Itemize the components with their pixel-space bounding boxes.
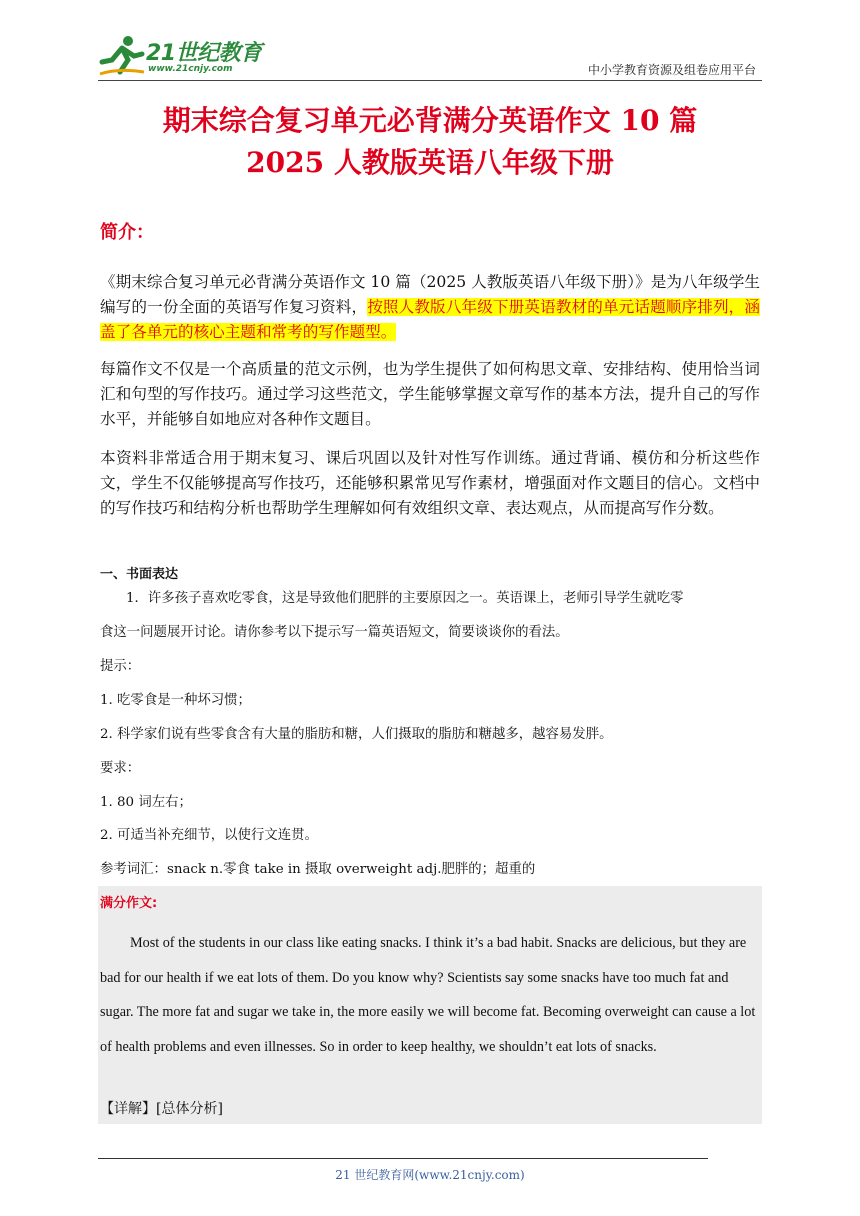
intro-paragraph-1 xyxy=(100,270,760,345)
question-line-1: 1．许多孩子喜欢吃零食，这是导致他们肥胖的主要原因之一。英语课上，老师引导学生就吃零 xyxy=(126,591,684,606)
hint-item-2: 2. 科学家们说有些零食含有大量的脂肪和糖，人们摄取的脂肪和糖越多，越容易发胖。 xyxy=(100,727,613,742)
logo-url: www.21cnjy.com xyxy=(148,64,233,74)
requirement-label: 要求： xyxy=(100,761,141,776)
model-essay-text: Most of the students in our class like eating snacks. I think it’s a bad habit. Snacks are delicious, but they are bad for our health if we eat lots of them. Do you know why? Scientists say some snacks have too much fat and sugar. The more fat and sugar we take in, the more easily we will become fat. Becoming overweight can cause a lot of health problems and even illnesses. So in order to keep healthy, we shouldn’t eat lots of snacks. xyxy=(100,935,756,1055)
footer-text: 21 世纪教育网(www.21cnjy.com) xyxy=(335,1168,525,1182)
title-line-2: 2025 人教版英语八年级下册 xyxy=(246,146,614,179)
page-title xyxy=(0,100,860,184)
hint-item-1: 1. 吃零食是一种坏习惯； xyxy=(100,693,251,708)
platform-name: 中小学教育资源及组卷应用平台 xyxy=(587,63,756,77)
intro-heading: 简介： xyxy=(100,222,154,243)
section-heading: 一、书面表达 xyxy=(100,567,179,582)
intro-paragraph-2: 每篇作文不仅是一个高质量的范文示例，也为学生提供了如何构思文章、安排结构、使用恰当词汇和句型的写作技巧。通过学习这些范文，学生能够掌握文章写作的基本方法，提升自己的写作水平，并能够自如地应对各种作文题目。 xyxy=(100,360,760,428)
logo xyxy=(98,34,268,80)
intro-p1-text: 《期末综合复习单元必背满分英语作文 10 篇（2025 人教版英语八年级下册）》是为八年级学生编写的一份全面的英语写作复习资料， xyxy=(100,273,760,316)
title-line-1: 期末综合复习单元必背满分英语作文 10 篇 xyxy=(162,104,698,137)
requirement-item-1: 1. 80 词左右； xyxy=(100,795,192,810)
question-line-2: 食这一问题展开讨论。请你参考以下提示写一篇英语短文，简要谈谈你的看法。 xyxy=(100,625,569,640)
intro-paragraph-3: 本资料非常适合用于期末复习、课后巩固以及针对性写作训练。通过背诵、模仿和分析这些作文，学生不仅能够提高写作技巧，还能够积累常见写作素材，增强面对作文题目的信心。文档中的写作技巧和结构分析也帮助学生理解如何有效组织文章、表达观点，从而提高写作分数。 xyxy=(100,449,760,517)
footer-divider xyxy=(98,1158,708,1159)
hint-label: 提示： xyxy=(100,659,141,674)
page-header xyxy=(98,28,762,81)
model-essay-label: 满分作文: xyxy=(100,896,158,911)
logo-text: 21世纪教育 xyxy=(146,41,262,66)
vocabulary-line: 参考词汇：snack n.零食 take in 摄取 overweight adj.肥胖的；超重的 xyxy=(100,862,536,877)
detail-label: 【详解】[总体分析] xyxy=(100,1101,223,1117)
requirement-item-2: 2. 可适当补充细节，以使行文连贯。 xyxy=(100,828,318,843)
intro-p1-highlight: 按照人教版八年级下册英语教材的单元话题顺序排列，涵盖了各单元的核心主题和常考的写作题型。 xyxy=(100,298,760,341)
runner-icon xyxy=(98,34,146,78)
